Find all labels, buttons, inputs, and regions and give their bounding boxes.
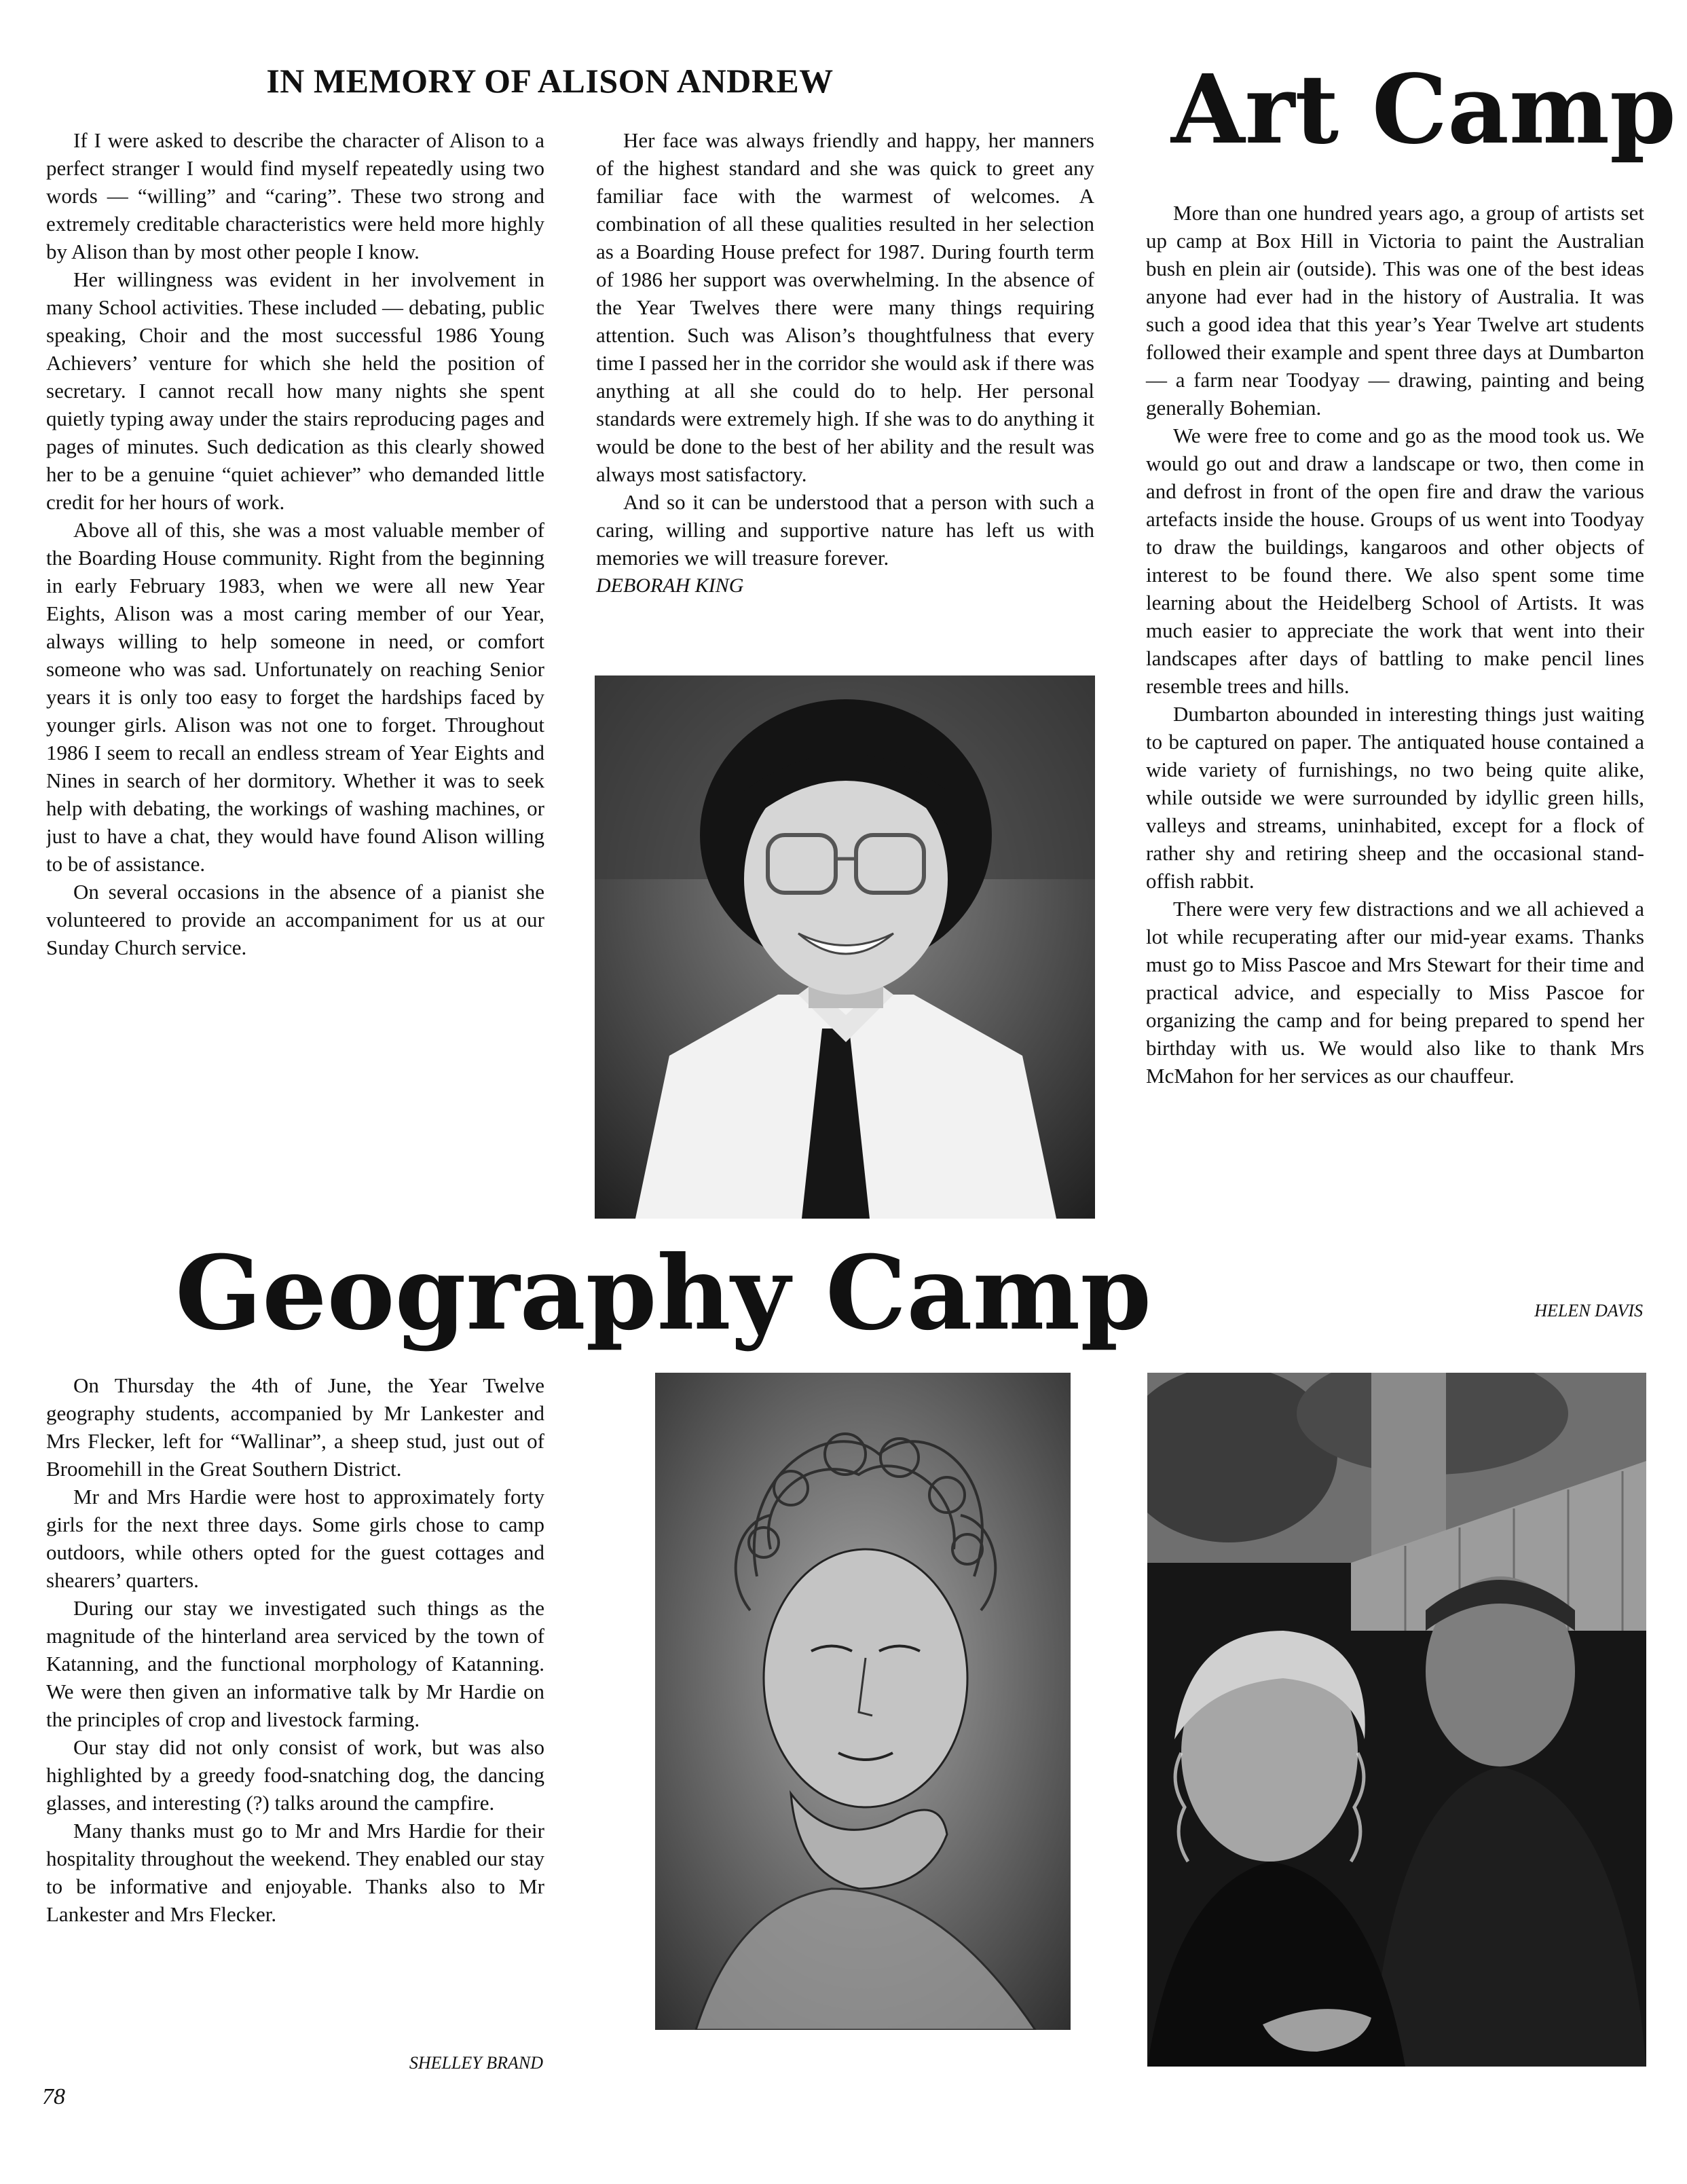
art-camp-text <box>1146 199 1644 1090</box>
memorial-paragraph: If I were asked to describe the character of Alison to a perfect stranger I would find myself repeatedly using two words — “willing” and “caring”. These two strong and extremely creditable characteristics were held more highly by Alison than by most other people I know. <box>46 128 544 263</box>
memorial-paragraph: On several occasions in the absence of a pianist she volunteered to provide an accompaniment for us at our Sunday Church service. <box>46 880 544 959</box>
art-camp-paragraph: Dumbarton abounded in interesting things just waiting to be captured on paper. The antiquated house contained a wide variety of furnishings, no two being quite alike, while outside we were surrounded by idyllic green hills, valleys and streams, uninhabited, except for a flock of rather shy and retiring sheep and the occasional stand-offish rabbit. <box>1146 702 1644 893</box>
portrait-illustration <box>595 675 1095 1219</box>
memorial-paragraph: And so it can be understood that a person with such a caring, willing and supportive nature has left us with memories we will treasure forever. <box>596 490 1094 570</box>
memorial-title: IN MEMORY OF ALISON ANDREW <box>266 62 834 100</box>
memorial-paragraph: Her willingness was evident in her involvement in many School activities. These included — debating, public speaking, Choir and the most successful 1986 Young Achievers’ venture for which she held the position of secretary. I cannot recall how many nights she spent quietly typing away under the stairs reproducing pages and pages of minutes. Such dedication as this clearly showed her to be a genuine “quiet achiever” who demanded little credit for her hours of work. <box>46 267 544 514</box>
art-camp-author: HELEN DAVIS <box>1534 1301 1643 1320</box>
art-camp-photo-illustration <box>1147 1373 1646 2067</box>
geography-paragraph: Mr and Mrs Hardie were host to approximately forty girls for the next three days. Some girls chose to camp outdoors, while others opted for the guest cottages and shearers’ quarters. <box>46 1485 544 1592</box>
geography-camp-text <box>46 1371 544 1928</box>
art-camp-photo <box>1147 1373 1646 2067</box>
art-camp-paragraph: More than one hundred years ago, a group of artists set up camp at Box Hill in Victoria to paint the Australian bush en plein air (outside). This was one of the best ideas anyone had ever had in the history of Australia. It was such a good idea that this year’s Year Twelve art students followed their example and spent three days at Dumbarton — a farm near Toodyay — drawing, painting and being generally Bohemian. <box>1146 201 1644 420</box>
sketch-illustration <box>655 1373 1071 2030</box>
sketch-artwork <box>655 1373 1071 2030</box>
geography-paragraph: On Thursday the 4th of June, the Year Twelve geography students, accompanied by Mr Lankester and Mrs Flecker, left for “Wallinar”, a sheep stud, just out of Broomehill in the Great Southern District. <box>46 1373 544 1481</box>
geography-camp-author: SHELLEY BRAND <box>409 2053 543 2073</box>
memorial-column-1 <box>46 126 544 1226</box>
geography-paragraph: During our stay we investigated such things as the magnitude of the hinterland area serviced by the town of Katanning, and the functional morphology of Katanning. We were then given an informative talk by Mr Hardie on the principles of crop and livestock farming. <box>46 1596 544 1731</box>
geography-paragraph: Many thanks must go to Mr and Mrs Hardie for their hospitality throughout the weekend. They enabled our stay to be informative and enjoyable. Thanks also to Mr Lankester and Mrs Flecker. <box>46 1819 544 1926</box>
geography-camp-title: Geography Camp <box>175 1234 1152 1353</box>
art-camp-paragraph: We were free to come and go as the mood took us. We would go out and draw a landscape or two, then come in and defrost in front of the open fire and draw the various artefacts inside the house. Groups of us went into Toodyay to draw the buildings, kangaroos and other objects of interest to be found there. We also spent some time learning about the Heidelberg School of Artists. It was much easier to appreciate the work that went into their landscapes after days of battling to make pencil lines resemble trees and hills. <box>1146 424 1644 698</box>
geography-paragraph: Our stay did not only consist of work, but was also highlighted by a greedy food-snatching dog, the dancing glasses, and interesting (?) talks around the campfire. <box>46 1735 544 1815</box>
memorial-paragraph: Her face was always friendly and happy, her manners of the highest standard and she was quick to greet any familiar face with the warmest of welcomes. A combination of all these qualities resulted in her selection as a Boarding House prefect for 1987. During fourth term of 1986 her support was overwhelming. In the absence of the Year Twelves there were many things requiring attention. Such was Alison’s thoughtfulness that every time I passed her in the corridor she would ask if there was anything at all she could do to help. Her personal standards were extremely high. If she was to do anything it would be done to the best of her ability and the result was always most satisfactory. <box>596 128 1094 486</box>
page-number: 78 <box>42 2084 65 2109</box>
art-camp-paragraph: There were very few distractions and we all achieved a lot while recuperating after our mid-year exams. Thanks must go to Miss Pascoe and Mrs Stewart for their time and practical advice, and especially to Miss Pascoe for organizing the camp and for being prepared to spend her birthday with us. We would also like to thank Mrs McMahon for her services as our chauffeur. <box>1146 897 1644 1088</box>
memorial-author: DEBORAH KING <box>596 574 744 597</box>
memorial-paragraph: Above all of this, she was a most valuable member of the Boarding House community. Right from the beginning in early February 1983, when we were all new Year Eights, Alison was a most caring member of our Year, always willing to help someone in need, or comfort someone who was sad. Unfortunately on reaching Senior years it is only too easy to forget the hardships faced by younger girls. Alison was not one to forget. Throughout 1986 I seem to recall an endless stream of Year Eights and Nines in search of her dormitory. Whether it was to seek help with debating, the workings of washing machines, or just to have a chat, they would have found Alison willing to be of assistance. <box>46 518 544 876</box>
portrait-photo <box>595 675 1095 1219</box>
memorial-column-2 <box>596 126 1094 599</box>
art-camp-title: Art Camp <box>1171 54 1676 166</box>
